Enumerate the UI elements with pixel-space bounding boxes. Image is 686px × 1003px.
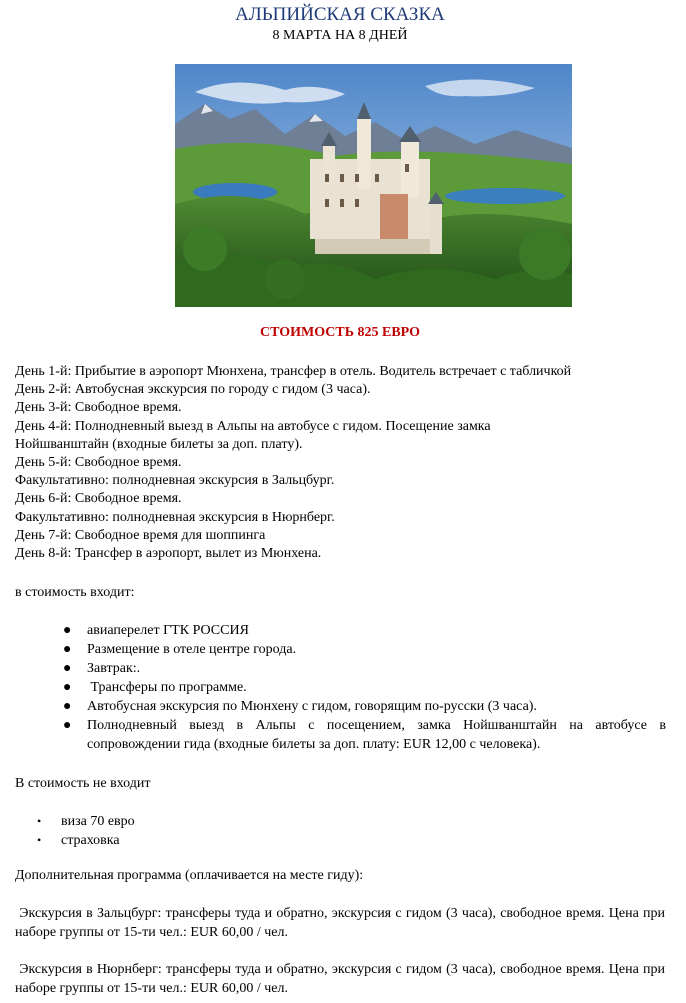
price-label: СТОИМОСТЬ 825 ЕВРО	[259, 325, 421, 340]
list-item: ● Завтрак:.	[63, 661, 141, 676]
included-heading: в стоимость входит:	[15, 585, 135, 600]
itinerary-line: День 4-й: Полнодневный выезд в Альпы на автобусе с гидом. Посещение замка	[15, 418, 491, 434]
list-item: ● Размещение в отеле центре города.	[63, 642, 297, 657]
bullet-icon: •	[37, 833, 42, 847]
list-item: ● Полнодневный выезд в Альпы с посещением, замка Нойшванштайн на автобусе в сопровождении гида (входные билеты за доп. плату: EUR 12,00 с человека).	[63, 718, 666, 752]
itinerary-line: День 7-й: Свободное время для шоппинга	[15, 527, 266, 543]
itinerary-line: Факультативно: полнодневная экскурсия в Зальцбург.	[15, 473, 335, 489]
itinerary-line: Нойшванштайн (входные билеты за доп. плату).	[15, 436, 303, 452]
excursion-salzburg: Экскурсия в Зальцбург: трансферы туда и обратно, экскурсия с гидом (3 часа), свободное время. Цена при наборе группы от 15-ти чел.: EUR 60,00 / чел.	[15, 906, 669, 940]
castle-photo	[175, 64, 572, 307]
list-item: ● Автобусная экскурсия по Мюнхену с гидом, говорящим по-русски (3 часа).	[63, 699, 537, 714]
castle-illustration	[175, 64, 572, 307]
itinerary-line: Факультативно: полнодневная экскурсия в Нюрнберг.	[15, 509, 335, 525]
bullet-icon: ●	[63, 718, 72, 733]
included-list	[63, 621, 666, 754]
itinerary-line: День 2-й: Автобусная экскурсия по городу с гидом (3 часа).	[15, 382, 371, 398]
bullet-icon: •	[37, 814, 42, 828]
bullet-icon: ●	[63, 642, 72, 657]
excluded-heading: В стоимость не входит	[15, 776, 151, 791]
list-item: ● авиаперелет ГТК РОССИЯ	[63, 623, 249, 638]
page-title: АЛЬПИЙСКАЯ СКАЗКА	[235, 4, 445, 25]
bullet-icon: ●	[63, 680, 72, 695]
page-subtitle: 8 МАРТА НА 8 ДНЕЙ	[272, 28, 408, 43]
list-item: • страховка	[37, 833, 120, 848]
bullet-icon: ●	[63, 661, 72, 676]
bullet-icon: ●	[63, 699, 72, 714]
excluded-list	[37, 812, 437, 850]
itinerary-line: День 6-й: Свободное время.	[15, 491, 182, 507]
list-item: ● Трансферы по программе.	[63, 680, 247, 695]
itinerary-line: День 5-й: Свободное время.	[15, 455, 182, 471]
itinerary-line: День 1-й: Прибытие в аэропорт Мюнхена, трансфер в отель. Водитель встречает с табличкой	[15, 364, 572, 379]
bullet-icon: ●	[63, 623, 72, 638]
itinerary-line: День 3-й: Свободное время.	[15, 400, 182, 416]
list-item: • виза 70 евро	[37, 814, 135, 829]
itinerary	[15, 363, 675, 563]
itinerary-line: День 8-й: Трансфер в аэропорт, вылет из Мюнхена.	[15, 546, 322, 562]
excursion-nuremberg: Экскурсия в Нюрнберг: трансферы туда и обратно, экскурсия с гидом (3 часа), свободное время. Цена при наборе группы от 15-ти чел.: EUR 60,00 / чел.	[15, 962, 669, 996]
additional-heading: Дополнительная программа (оплачивается на месте гиду):	[15, 868, 364, 883]
